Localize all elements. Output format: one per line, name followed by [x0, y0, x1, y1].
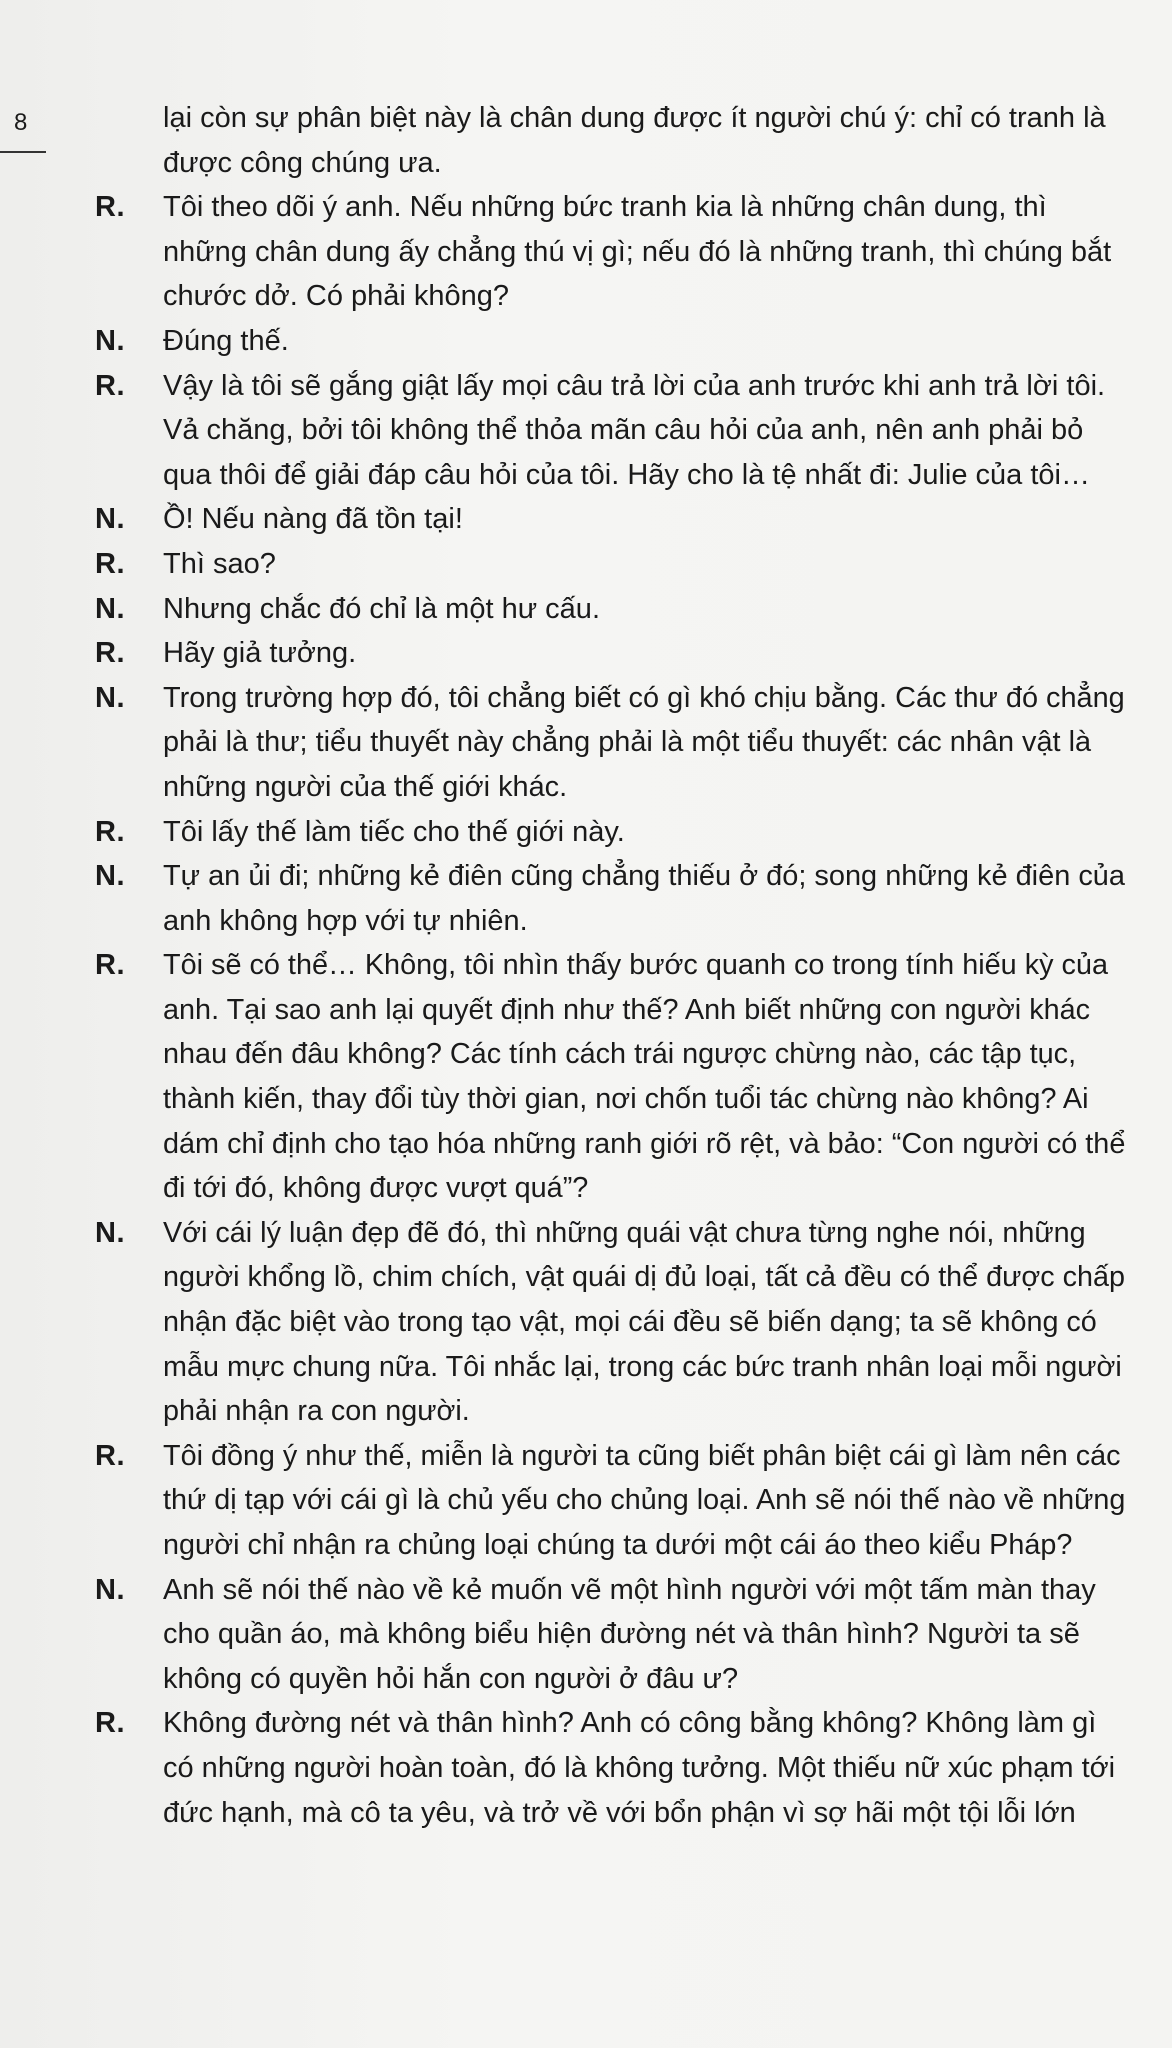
dialogue-entry	[95, 1434, 1125, 1568]
dialogue-entry	[95, 319, 1125, 364]
dialogue-text	[163, 185, 1125, 319]
dialogue-entry	[95, 587, 1125, 632]
dialogue-entry	[95, 1211, 1125, 1434]
text-line: thứ dị tạp với cái gì là chủ yếu cho chủng loại. Anh sẽ nói thế nào về những	[163, 1484, 1126, 1517]
dialogue-entry	[95, 542, 1125, 587]
dialogue-entry	[95, 1568, 1125, 1702]
text-line: Vả chăng, bởi tôi không thể thỏa mãn câu hỏi của anh, nên anh phải bỏ	[163, 414, 1084, 447]
text-line: Trong trường hợp đó, tôi chẳng biết có gì khó chịu bằng. Các thư đó chẳng	[163, 681, 1125, 714]
speaker-label: R.	[95, 637, 125, 670]
text-line: đi tới đó, không được vượt quá”?	[163, 1172, 589, 1205]
dialogue-text	[163, 1568, 1125, 1702]
dialogue-text	[163, 542, 1125, 587]
dialogue-entry	[95, 631, 1125, 676]
text-line: Không đường nét và thân hình? Anh có công bằng không? Không làm gì	[163, 1707, 1097, 1740]
dialogue-body	[95, 96, 1125, 1835]
dialogue-text	[163, 1434, 1133, 1568]
text-line: lại còn sự phân biệt này là chân dung được ít người chú ý: chỉ có tranh là	[163, 102, 1106, 134]
dialogue-entry	[95, 185, 1125, 319]
dialogue-text	[163, 364, 1125, 498]
text-line: Với cái lý luận đẹp đẽ đó, thì những quái vật chưa từng nghe nói, những	[163, 1216, 1086, 1249]
dialogue-text	[163, 587, 1125, 632]
dialogue-entry	[95, 497, 1125, 542]
speaker-label: R.	[95, 815, 125, 848]
text-line: nhận đặc biệt vào trong tạo vật, mọi cái đều sẽ biến dạng; ta sẽ không có	[163, 1306, 1097, 1339]
speaker-label: N.	[95, 503, 125, 536]
text-line: phải là thư; tiểu thuyết này chẳng phải là một tiểu thuyết: các nhân vật là	[163, 726, 1092, 759]
text-line: mẫu mực chung nữa. Tôi nhắc lại, trong các bức tranh nhân loại mỗi người	[163, 1350, 1122, 1383]
speaker-label: R.	[95, 949, 125, 982]
text-line: được công chúng ưa.	[163, 146, 442, 179]
speaker-label: N.	[95, 681, 125, 714]
text-line: Tôi đồng ý như thế, miễn là người ta cũng biết phân biệt cái gì làm nên các	[163, 1439, 1121, 1472]
text-line: Tôi lấy thế làm tiếc cho thế giới này.	[163, 815, 625, 848]
speaker-label: N.	[95, 1216, 125, 1249]
text-line: Nhưng chắc đó chỉ là một hư cấu.	[163, 592, 600, 625]
text-line: những chân dung ấy chẳng thú vị gì; nếu đó là những tranh, thì chúng bắt	[163, 235, 1112, 268]
text-line: chước dở. Có phải không?	[163, 280, 510, 313]
dialogue-text	[163, 1211, 1133, 1434]
dialogue-text	[163, 497, 1125, 542]
text-line: cho quần áo, mà không biểu hiện đường nét và thân hình? Người ta sẽ	[163, 1618, 1080, 1651]
text-line: có những người hoàn toàn, đó là không tưởng. Một thiếu nữ xúc phạm tới	[163, 1751, 1116, 1784]
dialogue-entry	[95, 1701, 1125, 1835]
dialogue-text	[163, 676, 1129, 810]
dialogue-text	[163, 854, 1127, 943]
text-line: Tôi theo dõi ý anh. Nếu những bức tranh kia là những chân dung, thì	[163, 191, 1047, 224]
dialogue-text	[163, 631, 1125, 676]
text-line: đức hạnh, mà cô ta yêu, và trở về với bổn phận vì sợ hãi một tội lỗi lớn	[163, 1796, 1076, 1829]
text-line: Ồ! Nếu nàng đã tồn tại!	[163, 503, 463, 536]
text-line: Đúng thế.	[163, 324, 289, 357]
text-line: qua thôi để giải đáp câu hỏi của tôi. Hãy cho là tệ nhất đi: Julie của tôi…	[163, 458, 1090, 491]
dialogue-entry	[95, 96, 1125, 185]
page-number-rule	[0, 151, 46, 153]
speaker-label: N.	[95, 1573, 125, 1606]
text-line: Thì sao?	[163, 547, 276, 580]
dialogue-text	[163, 1701, 1125, 1835]
dialogue-text	[163, 810, 1125, 855]
text-line: Vậy là tôi sẽ gắng giật lấy mọi câu trả lời của anh trước khi anh trả lời tôi.	[163, 369, 1106, 402]
dialogue-text	[163, 319, 1125, 364]
text-line: Tự an ủi đi; những kẻ điên cũng chẳng thiếu ở đó; song những kẻ điên của	[163, 860, 1126, 893]
speaker-label: R.	[95, 547, 125, 580]
page-number: 8	[14, 109, 28, 136]
speaker-label	[95, 96, 163, 140]
text-line: thành kiến, thay đổi tùy thời gian, nơi chốn tuổi tác chừng nào không? Ai	[163, 1083, 1089, 1116]
speaker-label: R.	[95, 369, 125, 402]
text-line: anh không hợp với tự nhiên.	[163, 904, 528, 937]
speaker-label: R.	[95, 191, 125, 224]
text-line: Anh sẽ nói thế nào về kẻ muốn vẽ một hình người với một tấm màn thay	[163, 1573, 1096, 1606]
text-line: phải nhận ra con người.	[163, 1395, 470, 1428]
text-line: những người của thế giới khác.	[163, 770, 568, 803]
dialogue-entry	[95, 364, 1125, 498]
text-line: dám chỉ định cho tạo hóa những ranh giới rõ rệt, và bảo: “Con người có thể	[163, 1127, 1126, 1160]
text-line: anh. Tại sao anh lại quyết định như thế? Anh biết những con người khác	[163, 993, 1091, 1026]
dialogue-entry	[95, 943, 1125, 1211]
dialogue-entry	[95, 676, 1125, 810]
speaker-label: N.	[95, 592, 125, 625]
text-line: người chỉ nhận ra chủng loại chúng ta dưới một cái áo theo kiểu Pháp?	[163, 1529, 1073, 1561]
text-line: nhau đến đâu không? Các tính cách trái ngược chừng nào, các tập tục,	[163, 1038, 1077, 1071]
text-line: Tôi sẽ có thể… Không, tôi nhìn thấy bước quanh co trong tính hiếu kỳ của	[163, 949, 1109, 982]
speaker-label: N.	[95, 860, 125, 893]
speaker-label: N.	[95, 324, 125, 357]
dialogue-entry	[95, 854, 1125, 943]
dialogue-entry	[95, 810, 1125, 855]
dialogue-text	[163, 96, 1125, 185]
text-line: Hãy giả tưởng.	[163, 637, 357, 670]
speaker-label: R.	[95, 1707, 125, 1740]
dialogue-text	[163, 943, 1131, 1211]
speaker-label: R.	[95, 1439, 125, 1472]
text-line: người khổng lồ, chim chích, vật quái dị đủ loại, tất cả đều có thể được chấp	[163, 1261, 1126, 1294]
text-line: không có quyền hỏi hắn con người ở đâu ư?	[163, 1662, 739, 1695]
